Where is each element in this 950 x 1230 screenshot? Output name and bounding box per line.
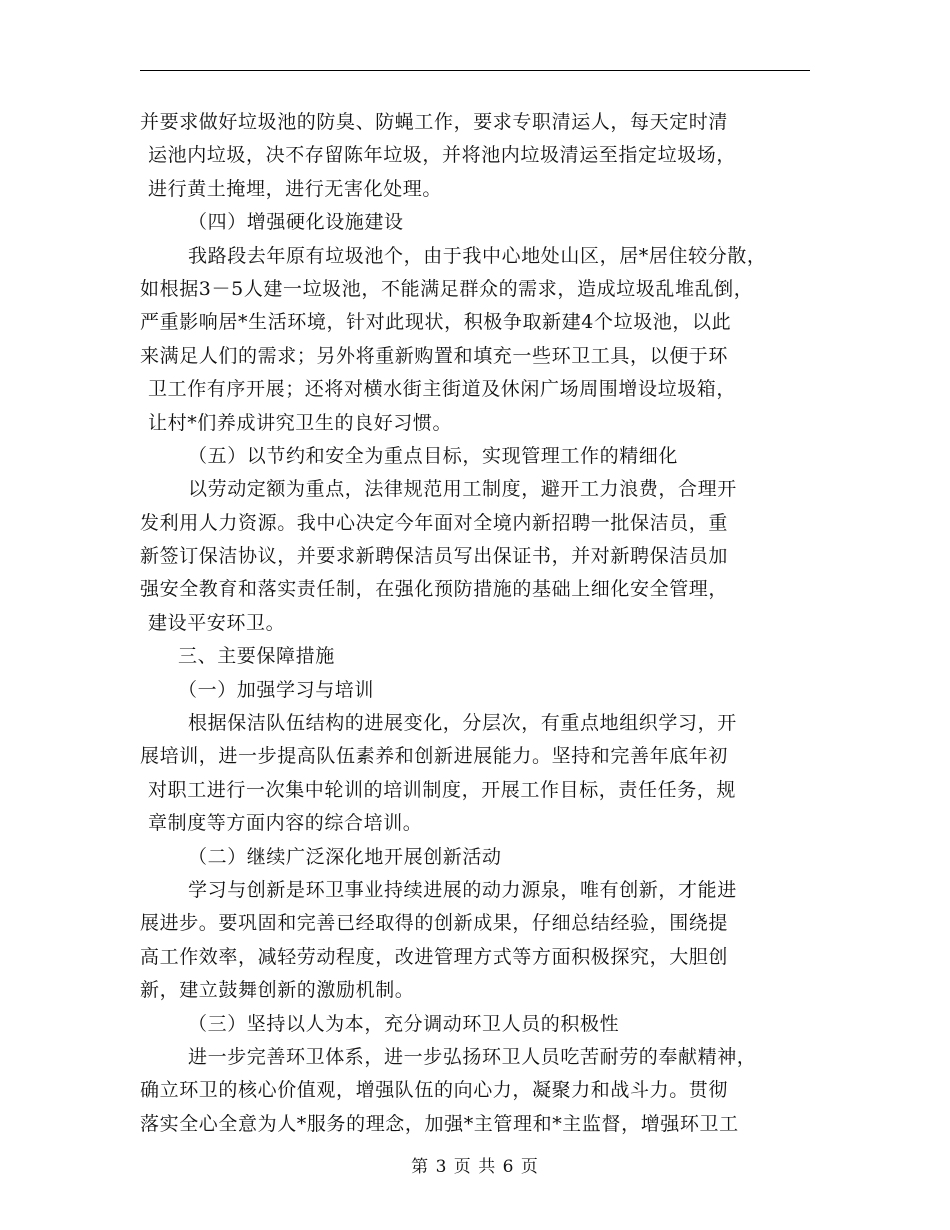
text-line: 新，建立鼓舞创新的激励机制。 <box>140 979 415 1002</box>
text-line: 对职工进行一次集中轮训的培训制度，开展工作目标，责任任务，规 <box>148 778 737 801</box>
text-line: 章制度等方面内容的综合培训。 <box>148 812 423 835</box>
text-line: 运池内垃圾，决不存留陈年垃圾，并将池内垃圾清运至指定垃圾场， <box>148 144 737 167</box>
text-line: 如根据3－5人建一垃圾池，不能满足群众的需求，造成垃圾乱堆乱倒， <box>140 277 754 300</box>
text-line: 建设平安环卫。 <box>148 611 286 634</box>
text-line: （五）以节约和安全为重点目标，实现管理工作的精细化 <box>188 444 679 467</box>
text-line: 展进步。要巩固和完善已经取得的创新成果，仔细总结经验，围绕提 <box>140 912 729 935</box>
text-line: 新签订保洁协议，并要求新聘保洁员写出保证书，并对新聘保洁员加 <box>140 545 729 568</box>
text-line: 我路段去年原有垃圾池个，由于我中心地处山区，居*居住较分散， <box>188 244 767 267</box>
text-line: （三）坚持以人为本，充分调动环卫人员的积极性 <box>188 1012 620 1035</box>
header-rule <box>140 70 810 71</box>
text-line: 严重影响居*生活环境，针对此现状，积极争取新建4个垃圾池，以此 <box>140 311 732 334</box>
text-line: 高工作效率，减轻劳动程度，改进管理方式等方面积极探究，大胆创 <box>140 945 729 968</box>
text-line: 落实全心全意为人*服务的理念，加强*主管理和*主监督，增强环卫工 <box>140 1112 739 1135</box>
text-line: 学习与创新是环卫事业持续进展的动力源泉，唯有创新，才能进 <box>188 878 737 901</box>
text-line: 并要求做好垃圾池的防臭、防蝇工作，要求专职清运人，每天定时清 <box>140 111 729 133</box>
text-line: 三、主要保障措施 <box>178 645 335 668</box>
text-line: 根据保洁队伍结构的进展变化，分层次，有重点地组织学习，开 <box>188 712 737 735</box>
text-line: 进一步完善环卫体系，进一步弘扬环卫人员吃苦耐劳的奉献精神， <box>188 1045 757 1068</box>
text-line: 卫工作有序开展；还将对横水街主街道及休闲广场周围增设垃圾箱， <box>148 378 737 401</box>
text-line: 进行黄土掩埋，进行无害化处理。 <box>148 177 443 200</box>
document-body <box>140 106 820 1141</box>
text-line: 来满足人们的需求；另外将重新购置和填充一些环卫工具，以便于环 <box>140 344 729 367</box>
text-line: 确立环卫的核心价值观，增强队伍的向心力，凝聚力和战斗力。贯彻 <box>140 1079 729 1102</box>
text-line: （二）继续广泛深化地开展创新活动 <box>188 845 502 868</box>
page-footer: 第 3 页 共 6 页 <box>411 1157 539 1177</box>
text-line: 发利用人力资源。我中心决定今年面对全境内新招聘一批保洁员，重 <box>140 511 729 534</box>
text-line: 让村*们养成讲究卫生的良好习惯。 <box>148 411 453 434</box>
text-line: 以劳动定额为重点，法律规范用工制度，避开工力浪费，合理开 <box>188 478 737 501</box>
text-line: 强安全教育和落实责任制，在强化预防措施的基础上细化安全管理， <box>140 578 729 601</box>
text-line: 展培训，进一步提高队伍素养和创新进展能力。坚持和完善年底年初 <box>140 745 729 768</box>
text-line: （一）加强学习与培训 <box>178 678 375 701</box>
text-line: （四）增强硬化设施建设 <box>188 211 404 234</box>
